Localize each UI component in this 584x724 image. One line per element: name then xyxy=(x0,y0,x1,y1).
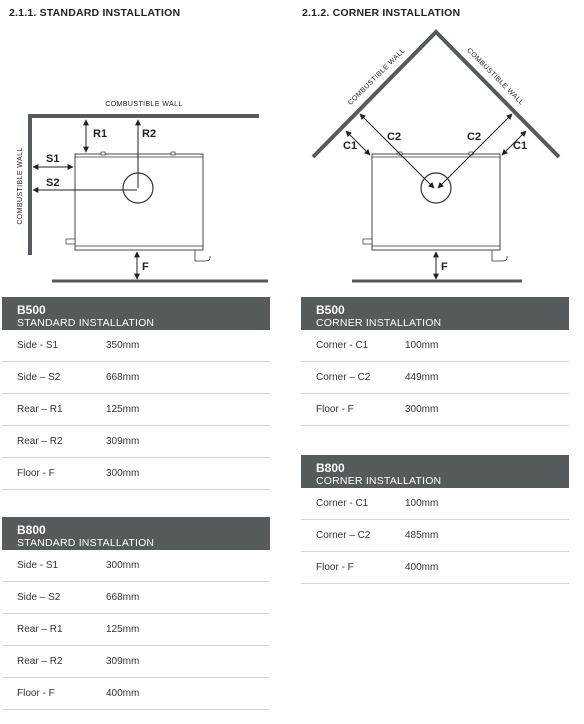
r2-label: R2 xyxy=(142,128,157,140)
row-label: Floor - F xyxy=(17,688,55,699)
row-value: 309mm xyxy=(106,436,140,447)
table-row xyxy=(2,678,270,710)
installation-type: STANDARD INSTALLATION xyxy=(17,537,155,549)
row-label: Rear – R2 xyxy=(17,436,63,447)
row-value: 449mm xyxy=(405,372,439,383)
b500-corner-table xyxy=(301,297,569,426)
model-name: B500 xyxy=(17,303,46,317)
table-header xyxy=(301,455,569,488)
row-label: Floor - F xyxy=(316,404,354,415)
table-row xyxy=(2,582,270,614)
top-wall-label: COMBUSTIBLE WALL xyxy=(105,101,183,108)
row-value: 485mm xyxy=(405,530,439,541)
installation-type: CORNER INSTALLATION xyxy=(316,317,442,329)
s2-label: S2 xyxy=(46,177,60,189)
standard-diagram xyxy=(17,101,268,281)
table-row xyxy=(2,394,270,426)
b800-corner-table xyxy=(301,455,569,584)
standard-installation-title: 2.1.1. STANDARD INSTALLATION xyxy=(9,7,181,19)
row-label: Rear – R1 xyxy=(17,404,63,415)
b500-standard-table xyxy=(2,297,270,490)
c2-left-label: C2 xyxy=(387,131,402,143)
right-wall-label: COMBUSTIBLE WALL xyxy=(465,47,525,107)
table-row xyxy=(2,426,270,458)
table-row xyxy=(2,330,270,362)
installation-diagrams xyxy=(0,0,584,300)
row-value: 100mm xyxy=(405,498,439,509)
row-label: Corner – C2 xyxy=(316,530,371,541)
row-label: Side – S2 xyxy=(17,592,61,603)
table-row xyxy=(2,362,270,394)
row-label: Corner – C2 xyxy=(316,372,371,383)
model-name: B800 xyxy=(17,523,46,537)
row-value: 668mm xyxy=(106,372,140,383)
model-name: B800 xyxy=(316,461,345,475)
model-name: B500 xyxy=(316,303,345,317)
table-header xyxy=(2,297,270,330)
installation-type: CORNER INSTALLATION xyxy=(316,475,442,487)
table-row xyxy=(2,646,270,678)
row-value: 668mm xyxy=(106,592,140,603)
left-wall-label: COMBUSTIBLE WALL xyxy=(347,47,407,107)
row-value: 300mm xyxy=(405,404,439,415)
row-label: Rear – R1 xyxy=(17,624,63,635)
table-row xyxy=(2,458,270,490)
row-label: Side - S1 xyxy=(17,340,59,351)
row-label: Floor - F xyxy=(17,468,55,479)
row-value: 100mm xyxy=(405,340,439,351)
row-value: 309mm xyxy=(106,656,140,667)
table-header xyxy=(301,297,569,330)
table-header xyxy=(2,517,270,550)
table-row xyxy=(301,520,569,552)
table-row xyxy=(2,550,270,582)
table-row xyxy=(301,488,569,520)
corner-installation-title: 2.1.2. CORNER INSTALLATION xyxy=(302,7,461,19)
table-row xyxy=(301,330,569,362)
row-label: Side – S2 xyxy=(17,372,61,383)
row-value: 125mm xyxy=(106,404,140,415)
f-label-corner: F xyxy=(441,261,448,273)
f-label-standard: F xyxy=(142,261,149,273)
c1-right-label: C1 xyxy=(513,140,528,152)
table-row xyxy=(301,552,569,584)
row-value: 400mm xyxy=(106,688,140,699)
flue-circle-corner xyxy=(421,173,451,203)
table-row xyxy=(301,394,569,426)
s1-label: S1 xyxy=(46,153,60,165)
table-row xyxy=(2,614,270,646)
row-value: 350mm xyxy=(106,340,140,351)
corner-walls-shape xyxy=(313,32,559,157)
stove-body-corner xyxy=(363,152,507,261)
row-label: Rear – R2 xyxy=(17,656,63,667)
row-value: 125mm xyxy=(106,624,140,635)
b800-standard-table xyxy=(2,517,270,710)
row-label: Floor - F xyxy=(316,562,354,573)
row-label: Side - S1 xyxy=(17,560,59,571)
row-value: 300mm xyxy=(106,468,140,479)
r1-label: R1 xyxy=(93,128,108,140)
corner-diagram xyxy=(313,32,559,281)
row-value: 300mm xyxy=(106,560,140,571)
c2-right-label: C2 xyxy=(467,131,482,143)
row-label: Corner - C1 xyxy=(316,498,369,509)
c1-left-label: C1 xyxy=(343,140,358,152)
installation-type: STANDARD INSTALLATION xyxy=(17,317,155,329)
row-label: Corner - C1 xyxy=(316,340,369,351)
side-wall-label: COMBUSTIBLE WALL xyxy=(17,147,24,225)
row-value: 400mm xyxy=(405,562,439,573)
table-row xyxy=(301,362,569,394)
